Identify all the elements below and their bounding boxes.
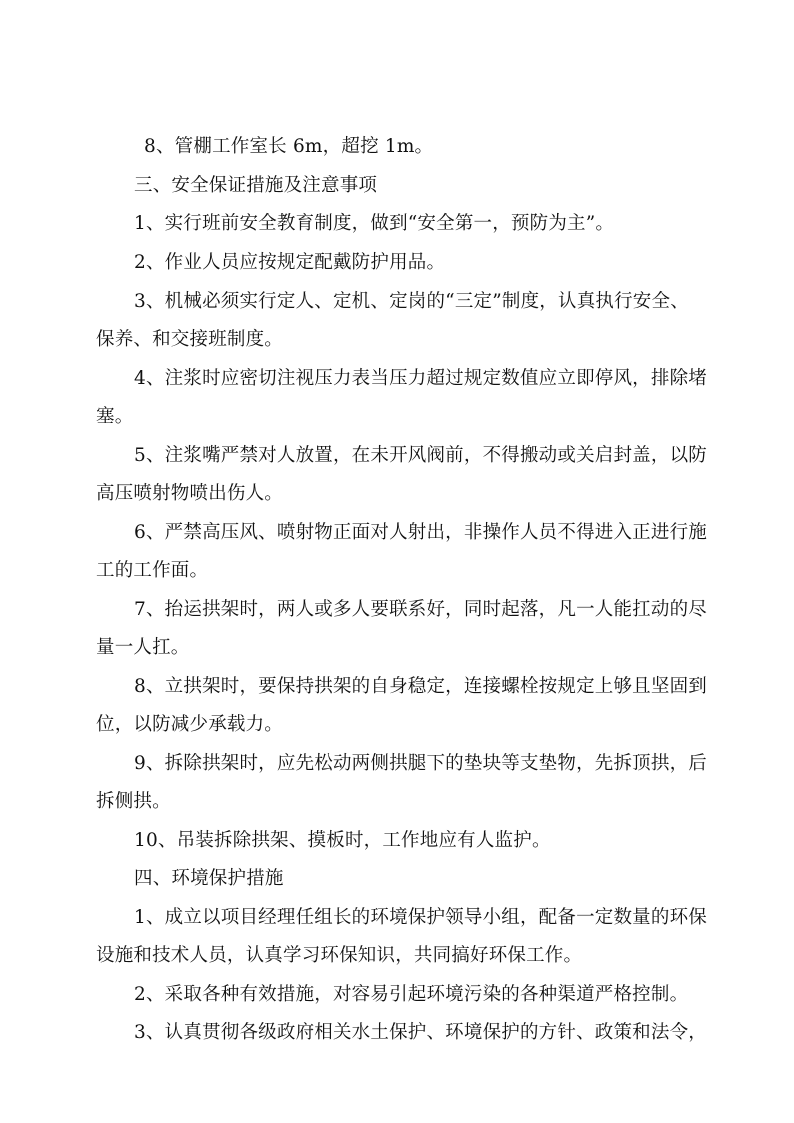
paragraph-line: 8、立拱架时，要保持拱架的自身稳定，连接螺栓按规定上够且坚固到 [134, 676, 707, 697]
paragraph-line: 1、实行班前安全教育制度，做到“安全第一，预防为主”。 [134, 213, 615, 234]
paragraph-line: 2、作业人员应按规定配戴防护用品。 [134, 252, 446, 273]
paragraph-line: 2、采取各种有效措施，对容易引起环境污染的各种渠道严格控制。 [134, 984, 689, 1005]
paragraph-line: 保养、和交接班制度。 [96, 329, 284, 350]
paragraph-line: 塞。 [96, 406, 134, 427]
paragraph-line: 3、认真贯彻各级政府相关水土保护、环境保护的方针、政策和法令， [134, 1022, 707, 1043]
paragraph-line: 5、注浆嘴严禁对人放置，在未开风阀前，不得搬动或关启封盖，以防 [134, 445, 707, 466]
paragraph-line: 10、吊装拆除拱架、摸板时，工作地应有人监护。 [134, 830, 551, 851]
paragraph-line: 量一人扛。 [96, 637, 190, 658]
paragraph-line: 4、注浆时应密切注视压力表当压力超过规定数值应立即停风，排除堵 [134, 368, 707, 389]
paragraph-line: 设施和技术人员，认真学习环保知识，共同搞好环保工作。 [96, 945, 583, 966]
paragraph-line: 1、成立以项目经理任组长的环境保护领导小组，配备一定数量的环保 [134, 907, 707, 928]
paragraph-line: 工的工作面。 [96, 560, 209, 581]
paragraph-line: 3、机械必须实行定人、定机、定岗的“三定”制度，认真执行安全、 [134, 291, 689, 312]
paragraph-line: 高压喷射物喷出伤人。 [96, 483, 284, 504]
paragraph-line: 7、抬运拱架时，两人或多人要联系好，同时起落，凡一人能扛动的尽 [134, 599, 707, 620]
paragraph-line: 6、严禁高压风、喷射物正面对人射出，非操作人员不得进入正进行施 [134, 522, 707, 543]
paragraph-line: 9、拆除拱架时，应先松动两侧拱腿下的垫块等支垫物，先拆顶拱，后 [134, 753, 707, 774]
section-heading: 三、安全保证措施及注意事项 [134, 175, 378, 196]
section-heading: 四、环境保护措施 [134, 868, 284, 889]
paragraph-line: 位，以防减少承载力。 [96, 714, 284, 735]
paragraph-line: 8、管棚工作室长 6m，超挖 1m。 [144, 136, 434, 157]
paragraph-line: 拆侧拱。 [96, 791, 171, 812]
